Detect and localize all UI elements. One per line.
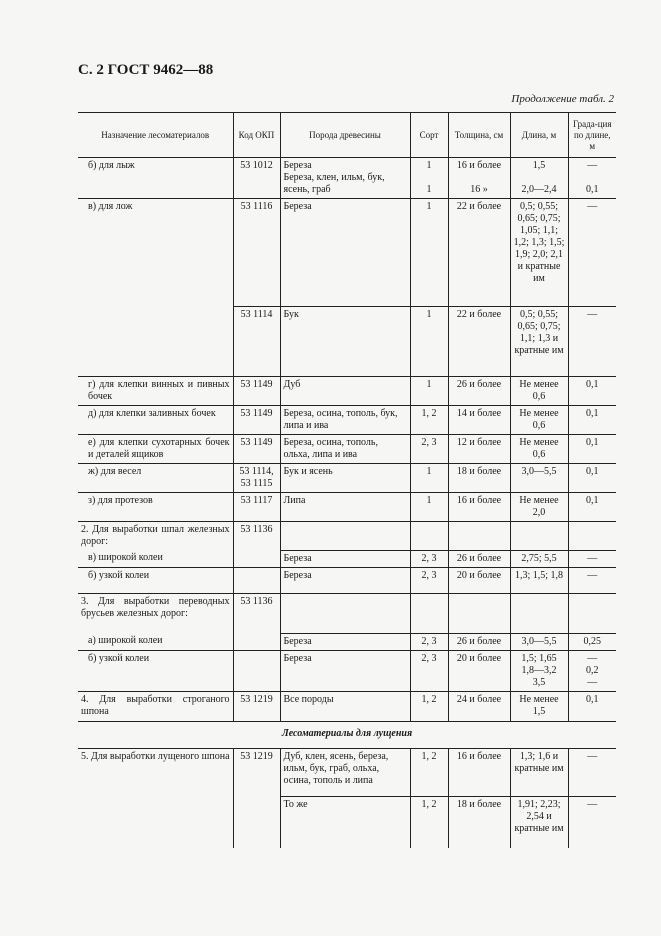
cell-length: 0,5; 0,55; 0,65; 0,75; 1,05; 1,1; 1,2; 1,3; 1,5; 1,9; 2,0; 2,1 и кратные им bbox=[510, 199, 568, 307]
col-length: Длина, м bbox=[510, 113, 568, 158]
cell-gradation: — 0,1 bbox=[568, 158, 616, 199]
cell-length: 1,3; 1,5; 1,8 bbox=[510, 567, 568, 593]
cell-purpose: б) узкой колеи bbox=[78, 650, 233, 691]
cell-length bbox=[510, 522, 568, 551]
cell-thickness: 22 и более bbox=[448, 307, 510, 377]
cell-purpose: а) широкой колеи bbox=[88, 635, 163, 646]
cell-length: 3,0—5,5 bbox=[510, 633, 568, 650]
cell-thickness: 26 и более bbox=[448, 550, 510, 567]
cell-code: 53 1149 bbox=[233, 435, 280, 464]
cell-code: 53 1219 bbox=[233, 748, 280, 796]
cell-species: Береза bbox=[280, 199, 410, 307]
cell-gradation: 0,1 bbox=[568, 464, 616, 493]
cell-thickness: 16 и более 16 » bbox=[448, 158, 510, 199]
table-row bbox=[78, 406, 616, 435]
cell-species: Береза Береза, клен, ильм, бук, ясень, граб bbox=[280, 158, 410, 199]
cell-species: Береза bbox=[280, 650, 410, 691]
cell-gradation: — bbox=[568, 199, 616, 307]
table-row bbox=[78, 493, 616, 522]
cell-grade: 1 bbox=[410, 464, 448, 493]
cell-length: Не менее 0,6 bbox=[510, 377, 568, 406]
cell-purpose: 3. Для выработки переводных брусьев железных дорог: bbox=[78, 593, 233, 633]
cell-purpose: 4. Для выработки строганого шпона bbox=[78, 691, 233, 721]
cell-thickness: 26 и более bbox=[448, 633, 510, 650]
cell-purpose bbox=[78, 796, 233, 848]
cell-code bbox=[233, 550, 280, 567]
table-row bbox=[78, 307, 616, 377]
cell-species bbox=[280, 522, 410, 551]
cell-length: Не менее 0,6 bbox=[510, 435, 568, 464]
cell-code: 53 1136 bbox=[233, 593, 280, 633]
cell-purpose: ж) для весел bbox=[78, 464, 233, 493]
cell-thickness: 20 и более bbox=[448, 650, 510, 691]
cell-length: Не менее 1,5 bbox=[510, 691, 568, 721]
cell-thickness bbox=[448, 593, 510, 633]
cell-grade bbox=[410, 593, 448, 633]
cell-code: 53 1149 bbox=[233, 406, 280, 435]
cell-thickness: 16 и более bbox=[448, 748, 510, 796]
cell-length: 1,5 2,0—2,4 bbox=[510, 158, 568, 199]
cell-grade: 2, 3 bbox=[410, 550, 448, 567]
cell-purpose bbox=[78, 307, 233, 377]
table-row bbox=[78, 435, 616, 464]
cell-species: Бук и ясень bbox=[280, 464, 410, 493]
cell-purpose: 5. Для выработки лущеного шпона bbox=[78, 748, 233, 796]
cell-length: 3,0—5,5 bbox=[510, 464, 568, 493]
col-code: Код ОКП bbox=[233, 113, 280, 158]
table-row bbox=[78, 796, 616, 848]
table-row bbox=[78, 650, 616, 691]
table-row bbox=[78, 567, 616, 593]
cell-species: Дуб, клен, ясень, береза, ильм, бук, граб, ольха, осина, тополь и липа bbox=[280, 748, 410, 796]
cell-length bbox=[510, 593, 568, 633]
cell-species: То же bbox=[280, 796, 410, 848]
table-continuation-label: Продолжение табл. 2 bbox=[511, 93, 614, 105]
cell-gradation: 0,1 bbox=[568, 435, 616, 464]
cell-length: 0,5; 0,55; 0,65; 0,75; 1,1; 1,3 и кратные им bbox=[510, 307, 568, 377]
page-header: С. 2 ГОСТ 9462—88 bbox=[78, 62, 214, 78]
table-row bbox=[78, 377, 616, 406]
table-row bbox=[78, 464, 616, 493]
table-row bbox=[78, 550, 616, 567]
table-row bbox=[78, 158, 616, 199]
cell-code bbox=[233, 650, 280, 691]
cell-grade: 1 1 bbox=[410, 158, 448, 199]
cell-grade: 1, 2 bbox=[410, 691, 448, 721]
table-row bbox=[78, 633, 616, 650]
cell-gradation: — bbox=[568, 550, 616, 567]
cell-gradation: 0,25 bbox=[568, 633, 616, 650]
cell-gradation bbox=[568, 593, 616, 633]
cell-length: Не менее 2,0 bbox=[510, 493, 568, 522]
cell-species: Липа bbox=[280, 493, 410, 522]
cell-length: 1,3; 1,6 и кратные им bbox=[510, 748, 568, 796]
cell-purpose: б) узкой колеи bbox=[78, 567, 233, 593]
cell-species bbox=[280, 593, 410, 633]
cell-gradation: — bbox=[568, 307, 616, 377]
table-row bbox=[78, 748, 616, 796]
cell-grade: 2, 3 bbox=[410, 650, 448, 691]
cell-code: 53 1117 bbox=[233, 493, 280, 522]
cell-code bbox=[233, 567, 280, 593]
col-grade: Сорт bbox=[410, 113, 448, 158]
cell-species: Дуб bbox=[280, 377, 410, 406]
cell-code: 53 1116 bbox=[233, 199, 280, 307]
cell-gradation: 0,1 bbox=[568, 691, 616, 721]
col-purpose: Назначение лесоматериалов bbox=[78, 113, 233, 158]
cell-grade: 1 bbox=[410, 199, 448, 307]
cell-purpose: в) для лож bbox=[78, 199, 233, 307]
cell-species: Береза bbox=[280, 567, 410, 593]
cell-code: 53 1114, 53 1115 bbox=[233, 464, 280, 493]
cell-thickness: 12 и более bbox=[448, 435, 510, 464]
table-row bbox=[78, 522, 616, 551]
cell-length: 2,75; 5,5 bbox=[510, 550, 568, 567]
cell-species: Береза, осина, тополь, ольха, липа и ива bbox=[280, 435, 410, 464]
cell-code: 53 1136 bbox=[233, 522, 280, 551]
col-thickness: Толщина, см bbox=[448, 113, 510, 158]
cell-length: 1,5; 1,65 1,8—3,2 3,5 bbox=[510, 650, 568, 691]
cell-gradation bbox=[568, 522, 616, 551]
cell-grade bbox=[410, 522, 448, 551]
cell-purpose: е) для клепки сухотарных бочек и деталей ящиков bbox=[78, 435, 233, 464]
cell-purpose: г) для клепки винных и пивных бочек bbox=[78, 377, 233, 406]
table-row bbox=[78, 691, 616, 721]
cell-code: 53 1219 bbox=[233, 691, 280, 721]
cell-thickness: 20 и более bbox=[448, 567, 510, 593]
cell-gradation: — bbox=[568, 748, 616, 796]
cell-gradation: 0,1 bbox=[568, 493, 616, 522]
table-row bbox=[78, 593, 616, 633]
cell-purpose: б) для лыж bbox=[88, 160, 135, 171]
cell-code: 53 1114 bbox=[233, 307, 280, 377]
cell-code bbox=[233, 633, 280, 650]
cell-purpose: в) широкой колеи bbox=[88, 552, 163, 563]
cell-gradation: — bbox=[568, 567, 616, 593]
cell-grade: 2, 3 bbox=[410, 633, 448, 650]
cell-grade: 2, 3 bbox=[410, 567, 448, 593]
cell-grade: 1, 2 bbox=[410, 796, 448, 848]
cell-grade: 1 bbox=[410, 377, 448, 406]
cell-gradation: 0,1 bbox=[568, 377, 616, 406]
cell-grade: 1 bbox=[410, 307, 448, 377]
cell-thickness: 16 и более bbox=[448, 493, 510, 522]
cell-grade: 1 bbox=[410, 493, 448, 522]
section-title: Лесоматериалы для лущения bbox=[78, 721, 616, 748]
cell-thickness: 26 и более bbox=[448, 377, 510, 406]
cell-grade: 2, 3 bbox=[410, 435, 448, 464]
cell-grade: 1, 2 bbox=[410, 406, 448, 435]
cell-code: 53 1012 bbox=[233, 158, 280, 199]
cell-code: 53 1149 bbox=[233, 377, 280, 406]
cell-gradation: — 0,2 — bbox=[568, 650, 616, 691]
col-species: Порода древесины bbox=[280, 113, 410, 158]
table-row bbox=[78, 199, 616, 307]
cell-purpose: з) для протезов bbox=[78, 493, 233, 522]
cell-length: 1,91; 2,23; 2,54 и кратные им bbox=[510, 796, 568, 848]
lumber-table bbox=[78, 112, 616, 848]
cell-length: Не менее 0,6 bbox=[510, 406, 568, 435]
cell-species: Все породы bbox=[280, 691, 410, 721]
cell-species: Береза bbox=[280, 550, 410, 567]
cell-thickness: 18 и более bbox=[448, 464, 510, 493]
cell-thickness: 22 и более bbox=[448, 199, 510, 307]
cell-gradation: 0,1 bbox=[568, 406, 616, 435]
cell-thickness: 14 и более bbox=[448, 406, 510, 435]
cell-species: Береза, осина, тополь, бук, липа и ива bbox=[280, 406, 410, 435]
cell-species: Бук bbox=[280, 307, 410, 377]
cell-thickness: 18 и более bbox=[448, 796, 510, 848]
cell-code bbox=[233, 796, 280, 848]
cell-thickness bbox=[448, 522, 510, 551]
cell-species: Береза bbox=[280, 633, 410, 650]
cell-purpose: 2. Для выработки шпал железных дорог: bbox=[78, 522, 233, 551]
cell-grade: 1, 2 bbox=[410, 748, 448, 796]
cell-thickness: 24 и более bbox=[448, 691, 510, 721]
cell-purpose: д) для клепки заливных бочек bbox=[78, 406, 233, 435]
col-gradation: Града-ция по длине, м bbox=[568, 113, 616, 158]
cell-gradation: — bbox=[568, 796, 616, 848]
